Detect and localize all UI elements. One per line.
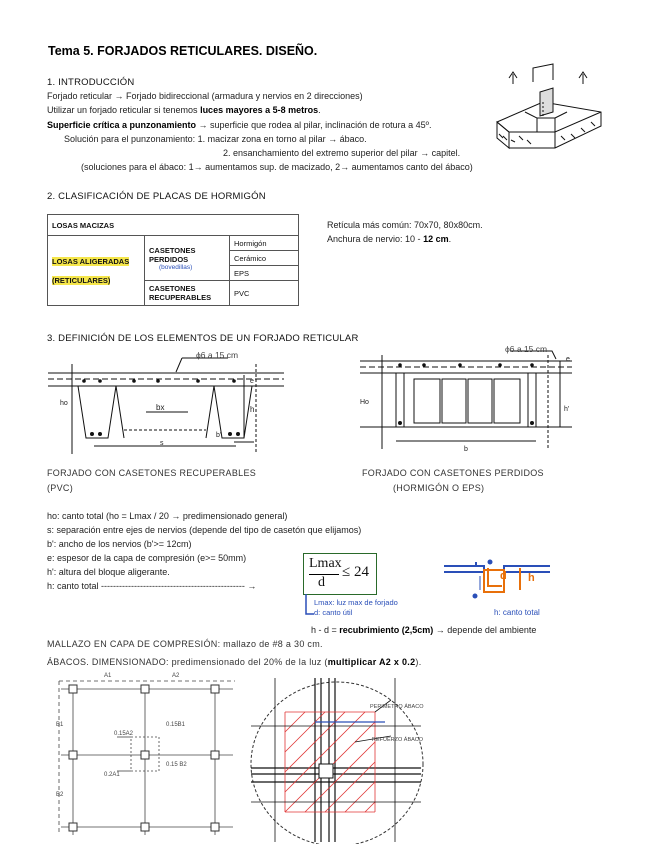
dim-e: e (250, 378, 254, 385)
abaco-detail-drawing (245, 672, 445, 844)
formula-note-2: d: canto útil (314, 608, 353, 617)
dim-ho: ho (60, 400, 68, 407)
table-cell-perdidos: CASETONES PERDIDOS (bovedillas) (145, 236, 230, 281)
intro-line-1: Forjado reticular → Forjado bidireccional (armadura y nervios en 2 direcciones) (47, 91, 363, 101)
plan-b1: B1 (56, 722, 64, 728)
caption-recuperables: FORJADO CON CASETONES RECUPERABLES (47, 468, 257, 478)
plan-a1: A1 (104, 673, 112, 679)
section-3-heading: 3. DEFINICIÓN DE LOS ELEMENTOS DE UN FORJADO RETICULAR (47, 333, 359, 344)
column-capital-illustration (495, 62, 610, 157)
def-h: h: canto total ------------------------------------------------ → (47, 581, 257, 591)
abacos-line: ÁBACOS. DIMENSIONADO: predimensionado del 20% de la luz (multiplicar A2 x 0.2). (47, 657, 422, 667)
intro-line-5: 2. ensanchamiento del extremo superior del pilar → capitel. (223, 148, 461, 158)
dim-b-2: b (464, 446, 468, 453)
slenderness-formula (303, 553, 377, 595)
rebar-label-2: ϕ6 a 15 cm (505, 344, 548, 354)
detail-label-2: REFUERZO ÁBACO (372, 737, 424, 743)
section-perdidos-diagram (360, 345, 575, 455)
dim-h-2: h' (564, 406, 570, 413)
mallazo-line: MALLAZO EN CAPA DE COMPRESIÓN: mallazo de #8 a 30 cm. (47, 639, 323, 649)
table-cell-recuperables: CASETONES RECUPERABLES (145, 281, 230, 306)
formula-numerator: Lmax (309, 556, 342, 571)
rebar-label-1: ϕ6 a 15 cm (196, 350, 239, 360)
intro-line-3: Superficie crítica a punzonamiento → superficie que rodea al pilar, inclinación de rotura a 45º. (47, 120, 432, 130)
table-cell-ceramico: Cerámico (230, 251, 299, 266)
nervio-note: Anchura de nervio: 10 - 12 cm. (327, 234, 452, 244)
dim-ho-2: Ho (360, 399, 369, 406)
table-cell-aligeradas (48, 236, 145, 306)
retícula-note: Retícula más común: 70x70, 80x80cm. (327, 220, 483, 230)
table-cell-hormigon: Hormigón (230, 236, 299, 251)
intro-line-2: Utilizar un forjado reticular si tenemos luces mayores a 5-8 metros. (47, 105, 321, 115)
def-e: e: espesor de la capa de compresión (e>= 50mm) (47, 553, 247, 563)
label-losas-aligeradas: LOSAS ALIGERADAS (52, 256, 130, 266)
page-title: Tema 5. FORJADOS RETICULARES. DISEÑO. (48, 44, 318, 58)
intro-line-4: Solución para el punzonamiento: 1. macizar zona en torno al pilar → ábaco. (64, 134, 367, 144)
plan-015b2: 0.15 B2 (166, 762, 187, 768)
plan-b2: B2 (56, 792, 64, 798)
dim-bx: bx (156, 403, 165, 412)
dim-e-2: e (566, 356, 570, 363)
table-cell-macizas: LOSAS MACIZAS (48, 215, 299, 236)
recubrimiento-line: h - d = recubrimiento (2,5cm) → depende del ambiente (311, 625, 537, 635)
plan-015b1: 0.15B1 (166, 722, 186, 728)
def-ho: ho: canto total (ho = Lmax / 20 → predimensionado general) (47, 511, 288, 521)
def-b: b': ancho de los nervios (b'>= 12cm) (47, 539, 192, 549)
plan-a2: A2 (172, 673, 180, 679)
dim-b: b' (216, 432, 222, 439)
classification-table (47, 214, 299, 306)
fig-caption: h: canto total (494, 608, 540, 617)
section-1-heading: 1. INTRODUCCIÓN (47, 77, 135, 88)
label-reticulares: (RETICULARES) (52, 275, 111, 285)
formula-denominator: d (318, 575, 325, 590)
abaco-plan-drawing (55, 675, 240, 840)
table-cell-pvc: PVC (230, 281, 299, 306)
dim-h: h (250, 405, 255, 414)
fig-d-label: d (500, 570, 507, 582)
table-cell-eps: EPS (230, 266, 299, 281)
dim-s: s (160, 440, 164, 447)
plan-015a2: 0.15A2 (114, 731, 134, 737)
intro-line-6: (soluciones para el ábaco: 1→ aumentamos sup. de macizado, 2→ aumentamos canto del ábaco) (81, 162, 473, 172)
formula-note-1: Lmax: luz max de forjado (314, 598, 398, 607)
caption-perdidos: FORJADO CON CASETONES PERDIDOS (362, 468, 544, 478)
caption-perdidos-sub: (HORMIGÓN O EPS) (393, 483, 485, 493)
formula-relation: ≤ 24 (342, 564, 369, 580)
def-s: s: separación entre ejes de nervios (depende del tipo de casetón que elijamos) (47, 525, 362, 535)
section-2-heading: 2. CLASIFICACIÓN DE PLACAS DE HORMIGÓN (47, 191, 266, 202)
detail-label-1: PERIMETRO ÁBACO (370, 704, 424, 710)
fig-h-label: h (528, 572, 535, 584)
caption-recuperables-sub: (PVC) (47, 483, 73, 493)
def-hprime: h': altura del bloque aligerante. (47, 567, 170, 577)
plan-02a1: 0.2A1 (104, 772, 120, 778)
